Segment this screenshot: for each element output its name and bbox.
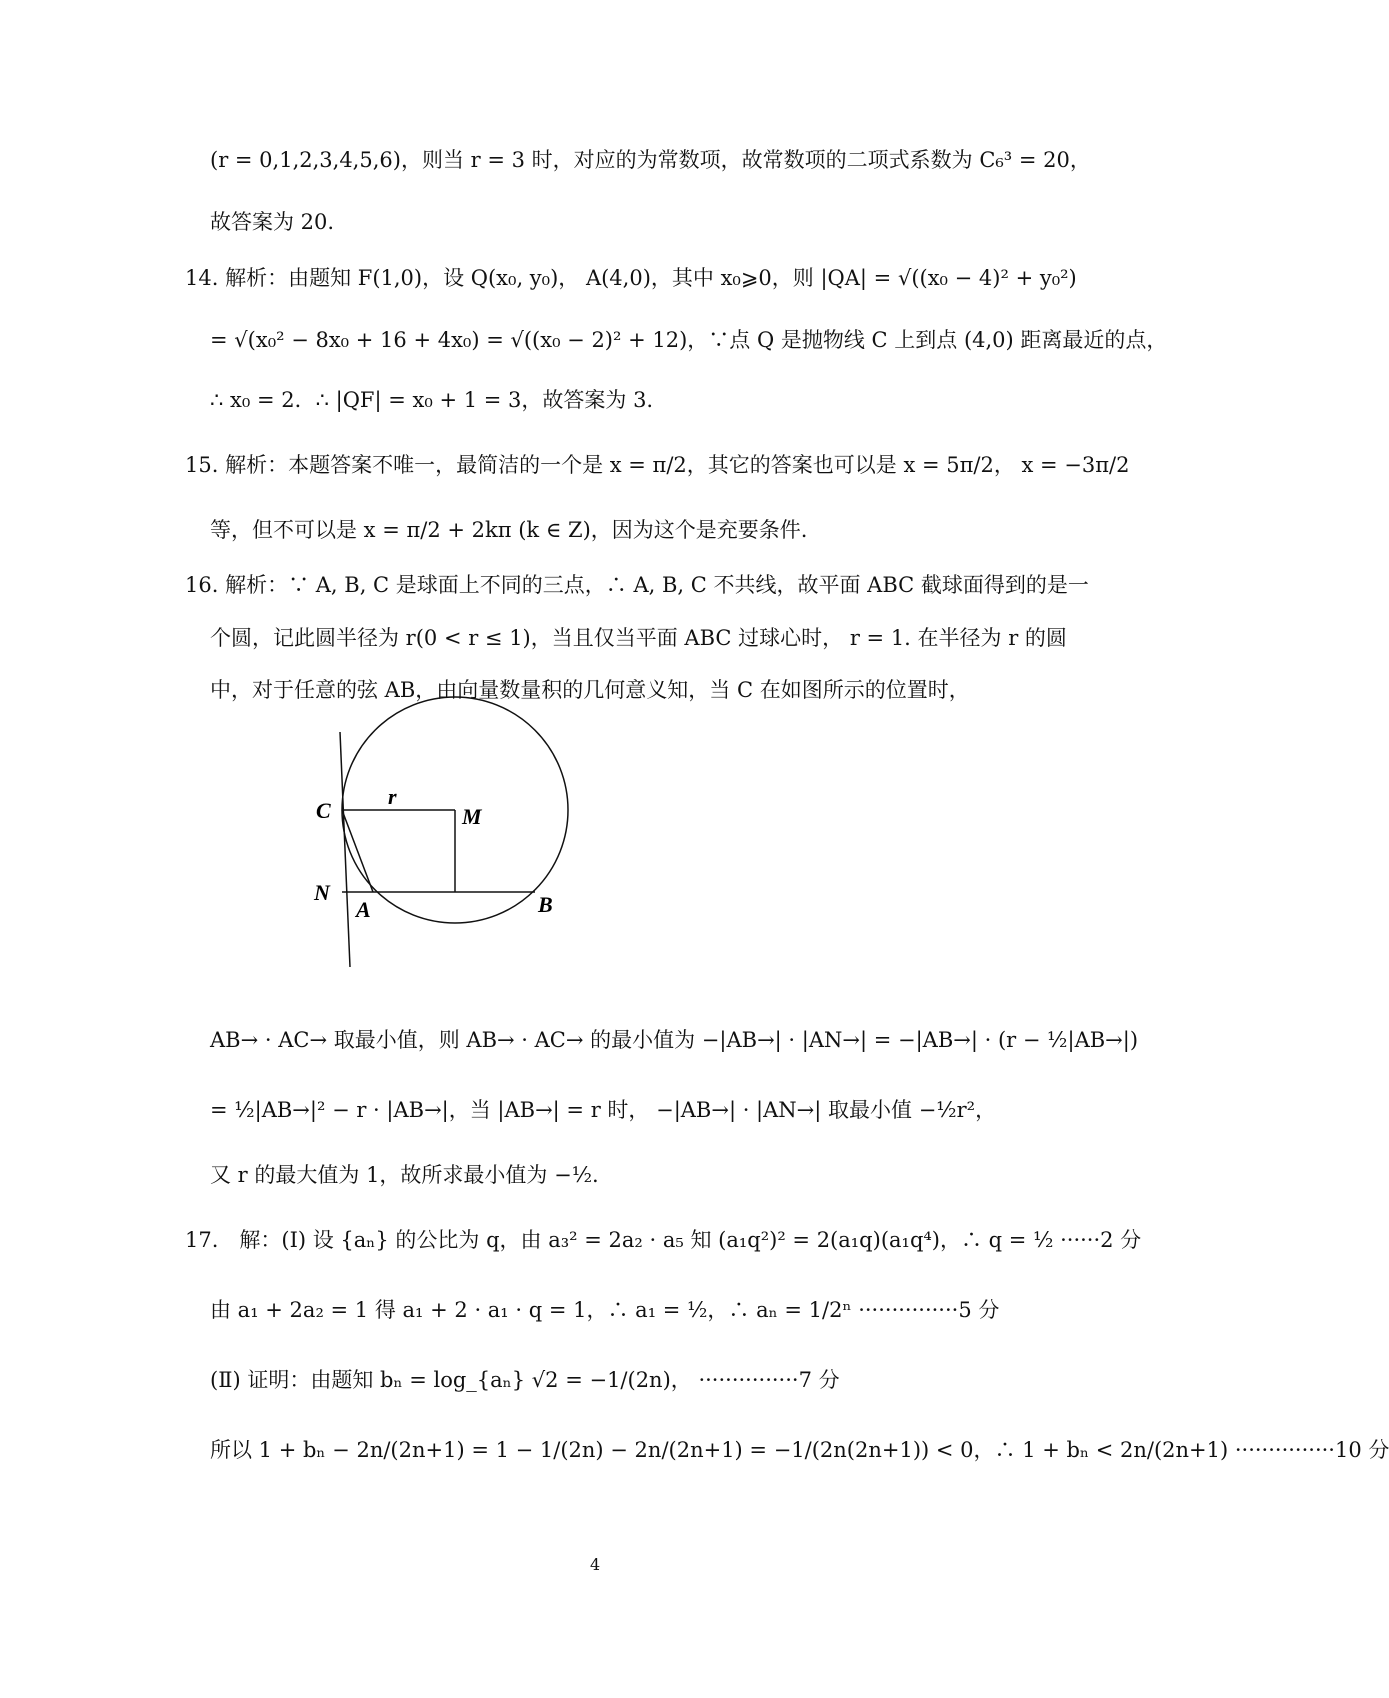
label-b: B xyxy=(538,892,553,917)
text-line: 16. 解析：∵ A, B, C 是球面上不同的三点，∴ A, B, C 不共线，故平面 ABC 截球面得到的是一 xyxy=(185,573,1089,597)
text-line: 等，但不可以是 x = π/2 + 2kπ (k ∈ Z)，因为这个是充要条件. xyxy=(210,518,808,542)
text-line: AB→ · AC→ 取最小值，则 AB→ · AC→ 的最小值为 −|AB→| · |AN→| = −|AB→| · (r − ½|AB→|) xyxy=(210,1028,1139,1052)
text-line: 所以 1 + bₙ − 2n/(2n+1) = 1 − 1/(2n) − 2n/(2n+1) = −1/(2n(2n+1)) < 0，∴ 1 + bₙ < 2n/(2n+1) ···············10 分 xyxy=(210,1438,1389,1462)
page-number: 4 xyxy=(590,1555,601,1574)
label-n: N xyxy=(314,880,330,905)
text-line: 由 a₁ + 2a₂ = 1 得 a₁ + 2 · a₁ · q = 1，∴ a₁ = ½，∴ aₙ = 1/2ⁿ ···············5 分 xyxy=(210,1298,1000,1322)
text-line: 14. 解析：由题知 F(1,0)，设 Q(x₀, y₀)， A(4,0)，其中 x₀⩾0，则 |QA| = √((x₀ − 4)² + y₀²) xyxy=(185,266,1077,290)
label-r: r xyxy=(388,784,397,809)
text-line: (Ⅱ) 证明：由题知 bₙ = log_{aₙ} √2 = −1/(2n)， ···············7 分 xyxy=(210,1368,840,1392)
text-line: = ½|AB→|² − r · |AB→|，当 |AB→| = r 时， −|AB→| · |AN→| 取最小值 −½r²， xyxy=(210,1098,997,1122)
text-line: (r = 0,1,2,3,4,5,6)，则当 r = 3 时，对应的为常数项，故常数项的二项式系数为 C₆³ = 20， xyxy=(210,148,1091,172)
label-a: A xyxy=(356,897,371,922)
label-m: M xyxy=(462,804,482,829)
label-c: C xyxy=(316,798,331,823)
circle-geometry-figure xyxy=(314,732,620,962)
text-line: 故答案为 20. xyxy=(210,210,335,234)
text-line: 又 r 的最大值为 1，故所求最小值为 −½. xyxy=(210,1163,599,1187)
text-line: 17. 解：(Ⅰ) 设 {aₙ} 的公比为 q，由 a₃² = 2a₂ · a₅ 知 (a₁q²)² = 2(a₁q)(a₁q⁴)，∴ q = ½ ······2 分 xyxy=(185,1228,1142,1252)
text-line: 15. 解析：本题答案不唯一，最简洁的一个是 x = π/2，其它的答案也可以是 x = 5π/2， x = −3π/2 xyxy=(185,453,1130,477)
text-line: = √(x₀² − 8x₀ + 16 + 4x₀) = √((x₀ − 2)² + 12)，∵点 Q 是抛物线 C 上到点 (4,0) 距离最近的点， xyxy=(210,328,1168,352)
text-line: 中，对于任意的弦 AB，由向量数量积的几何意义知，当 C 在如图所示的位置时， xyxy=(210,678,970,702)
text-line: ∴ x₀ = 2．∴ |QF| = x₀ + 1 = 3，故答案为 3. xyxy=(210,388,654,412)
text-line: 个圆，记此圆半径为 r(0 < r ≤ 1)，当且仅当平面 ABC 过球心时， r = 1. 在半径为 r 的圆 xyxy=(210,626,1067,650)
